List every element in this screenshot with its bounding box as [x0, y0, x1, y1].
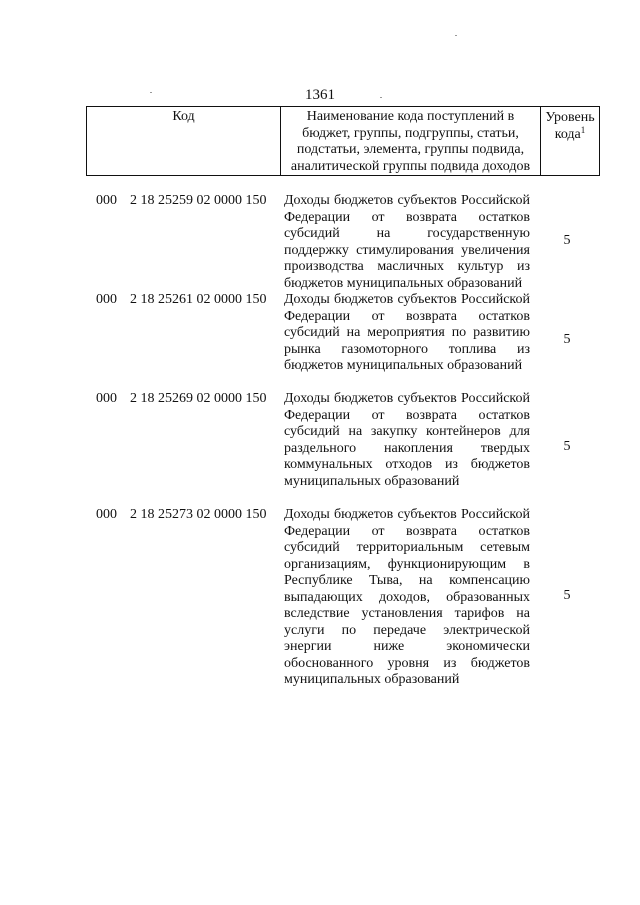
row-description: Доходы бюджетов субъектов Российской Федерации от возврата остатков субсидий на мероприятия по развитию рынка газомоторного топлива из бюджетов муниципальных образований	[284, 292, 530, 373]
row-level: 5	[563, 588, 571, 603]
row-revenue-code: 2 18 25259 02 0000 150	[130, 193, 267, 208]
row-admin-code: 000	[96, 391, 117, 406]
scan-speck	[380, 97, 382, 98]
page-number: 1361	[305, 87, 335, 103]
header-code: Код	[172, 109, 195, 124]
header-level	[541, 107, 599, 175]
scan-speck	[150, 92, 152, 93]
row-level: 5	[563, 332, 571, 347]
row-revenue-code: 2 18 25273 02 0000 150	[130, 507, 267, 522]
row-revenue-code: 2 18 25261 02 0000 150	[130, 292, 267, 307]
header-name: Наименование кода поступлений в бюджет, группы, подгруппы, статьи, подстатьи, элемента, группы подвида, аналитической группы подвида доходов	[280, 107, 541, 175]
row-admin-code: 000	[96, 193, 117, 208]
row-description: Доходы бюджетов субъектов Российской Федерации от возврата остатков субсидий территориальным сетевым организациям, функционирующим в Республике Тыва, на компенсацию выпадающих доходов, образованных вследствие установления тарифов на услуги по передаче электрической энергии ниже экономически обоснованного уровня из бюджетов муниципальных образований	[284, 507, 530, 687]
row-description: Доходы бюджетов субъектов Российской Федерации от возврата остатков субсидий на государственную поддержку стимулирования увеличения производства масличных культур из бюджетов муниципальных образований	[284, 193, 530, 291]
row-description: Доходы бюджетов субъектов Российской Федерации от возврата остатков субсидий на закупку контейнеров для раздельного накопления твердых коммунальных отходов из бюджетов муниципальных образований	[284, 391, 530, 489]
table-header	[86, 106, 600, 176]
row-admin-code: 000	[96, 507, 117, 522]
row-admin-code: 000	[96, 292, 117, 307]
header-level-label: Уровень кода	[545, 110, 595, 142]
row-level: 5	[563, 233, 571, 248]
row-revenue-code: 2 18 25269 02 0000 150	[130, 391, 267, 406]
row-level: 5	[563, 439, 571, 454]
scan-speck	[455, 35, 457, 36]
header-level-footnote: 1	[580, 125, 586, 135]
